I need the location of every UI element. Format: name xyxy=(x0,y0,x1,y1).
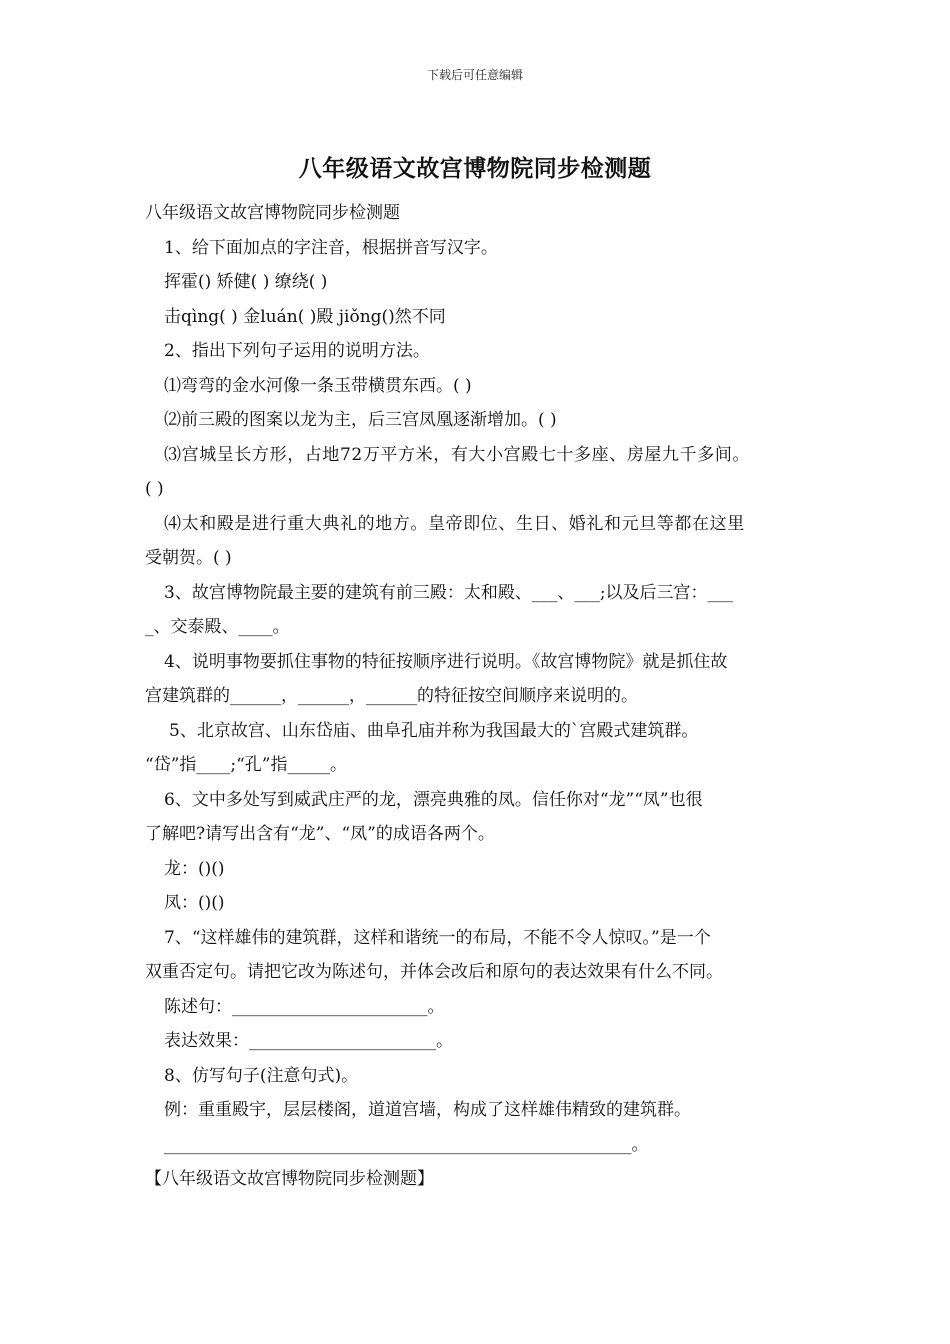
question-3: 3、故宫博物院最主要的建筑有前三殿：太和殿、___、___;以及后三宫：___ xyxy=(164,582,734,603)
question-2-item-4-cont: 受朝贺。( ) xyxy=(145,548,232,568)
question-4: 4、说明事物要抓住事物的特征按顺序进行说明。《故宫博物院》就是抓住故 xyxy=(164,651,728,672)
question-1: 1、给下面加点的字注音，根据拼音写汉字。 xyxy=(164,237,498,258)
document-title: 八年级语文故宫博物院同步检测题 xyxy=(298,155,652,182)
question-8: 8、仿写句子(注意句式)。 xyxy=(164,1065,359,1086)
question-3-cont: _、交泰殿、____。 xyxy=(145,617,290,637)
question-2-item-3-cont: ( ) xyxy=(145,479,164,499)
question-2-item-3: ⑶宫城呈长方形，占地72万平方米，有大小宫殿七十多座、房屋九千多间。 xyxy=(164,444,751,465)
question-1-words: 挥霍() 矫健( ) 缭绕( ) xyxy=(164,272,328,292)
page-header: 下载后可任意编辑 xyxy=(426,68,523,82)
question-6: 6、文中多处写到威武庄严的龙，漂亮典雅的凤。信任你对“龙”“凤”也很 xyxy=(164,789,703,810)
question-1-pinyin: 击qìng( ) 金luán( )殿 jiǒng()然不同 xyxy=(164,306,446,327)
question-7-cont: 双重否定句。请把它改为陈述句，并体会改后和原句的表达效果有什么不同。 xyxy=(145,962,723,982)
question-6-phoenix: 凤：()() xyxy=(164,893,225,913)
question-2-item-1: ⑴弯弯的金水河像一条玉带横贯东西。( ) xyxy=(164,375,472,396)
question-6-cont: 了解吧?请写出含有“龙”、“凤”的成语各两个。 xyxy=(145,824,495,844)
question-5: 5、北京故宫、山东岱庙、曲阜孔庙并称为我国最大的`宫殿式建筑群。 xyxy=(169,720,699,741)
question-5-cont: “岱”指____;“孔”指_____。 xyxy=(145,755,347,775)
question-7-statement: 陈述句：_______________________。 xyxy=(164,996,445,1017)
question-7: 7、“这样雄伟的建筑群，这样和谐统一的布局，不能不令人惊叹。”是一个 xyxy=(164,927,711,948)
document-body xyxy=(145,196,815,1197)
question-2: 2、指出下列句子运用的说明方法。 xyxy=(164,341,430,361)
subtitle-line: 八年级语文故宫博物院同步检测题 xyxy=(145,203,400,223)
question-2-item-4: ⑷太和殿是进行重大典礼的地方。皇帝即位、生日、婚礼和元旦等都在这里 xyxy=(164,513,745,534)
question-4-cont: 宫建筑群的______，______，______的特征按空间顺序来说明的。 xyxy=(145,686,638,706)
question-8-answer-line: _______________________________________________________。 xyxy=(164,1134,649,1155)
footer-title: 【八年级语文故宫博物院同步检测题】 xyxy=(145,1169,434,1189)
question-2-item-2: ⑵前三殿的图案以龙为主，后三宫凤凰逐渐增加。( ) xyxy=(164,410,557,430)
question-6-dragon: 龙：()() xyxy=(164,858,225,879)
question-7-effect: 表达效果：______________________。 xyxy=(164,1031,453,1051)
question-8-example: 例：重重殿宇，层层楼阁，道道宫墙，构成了这样雄伟精致的建筑群。 xyxy=(164,1100,691,1120)
